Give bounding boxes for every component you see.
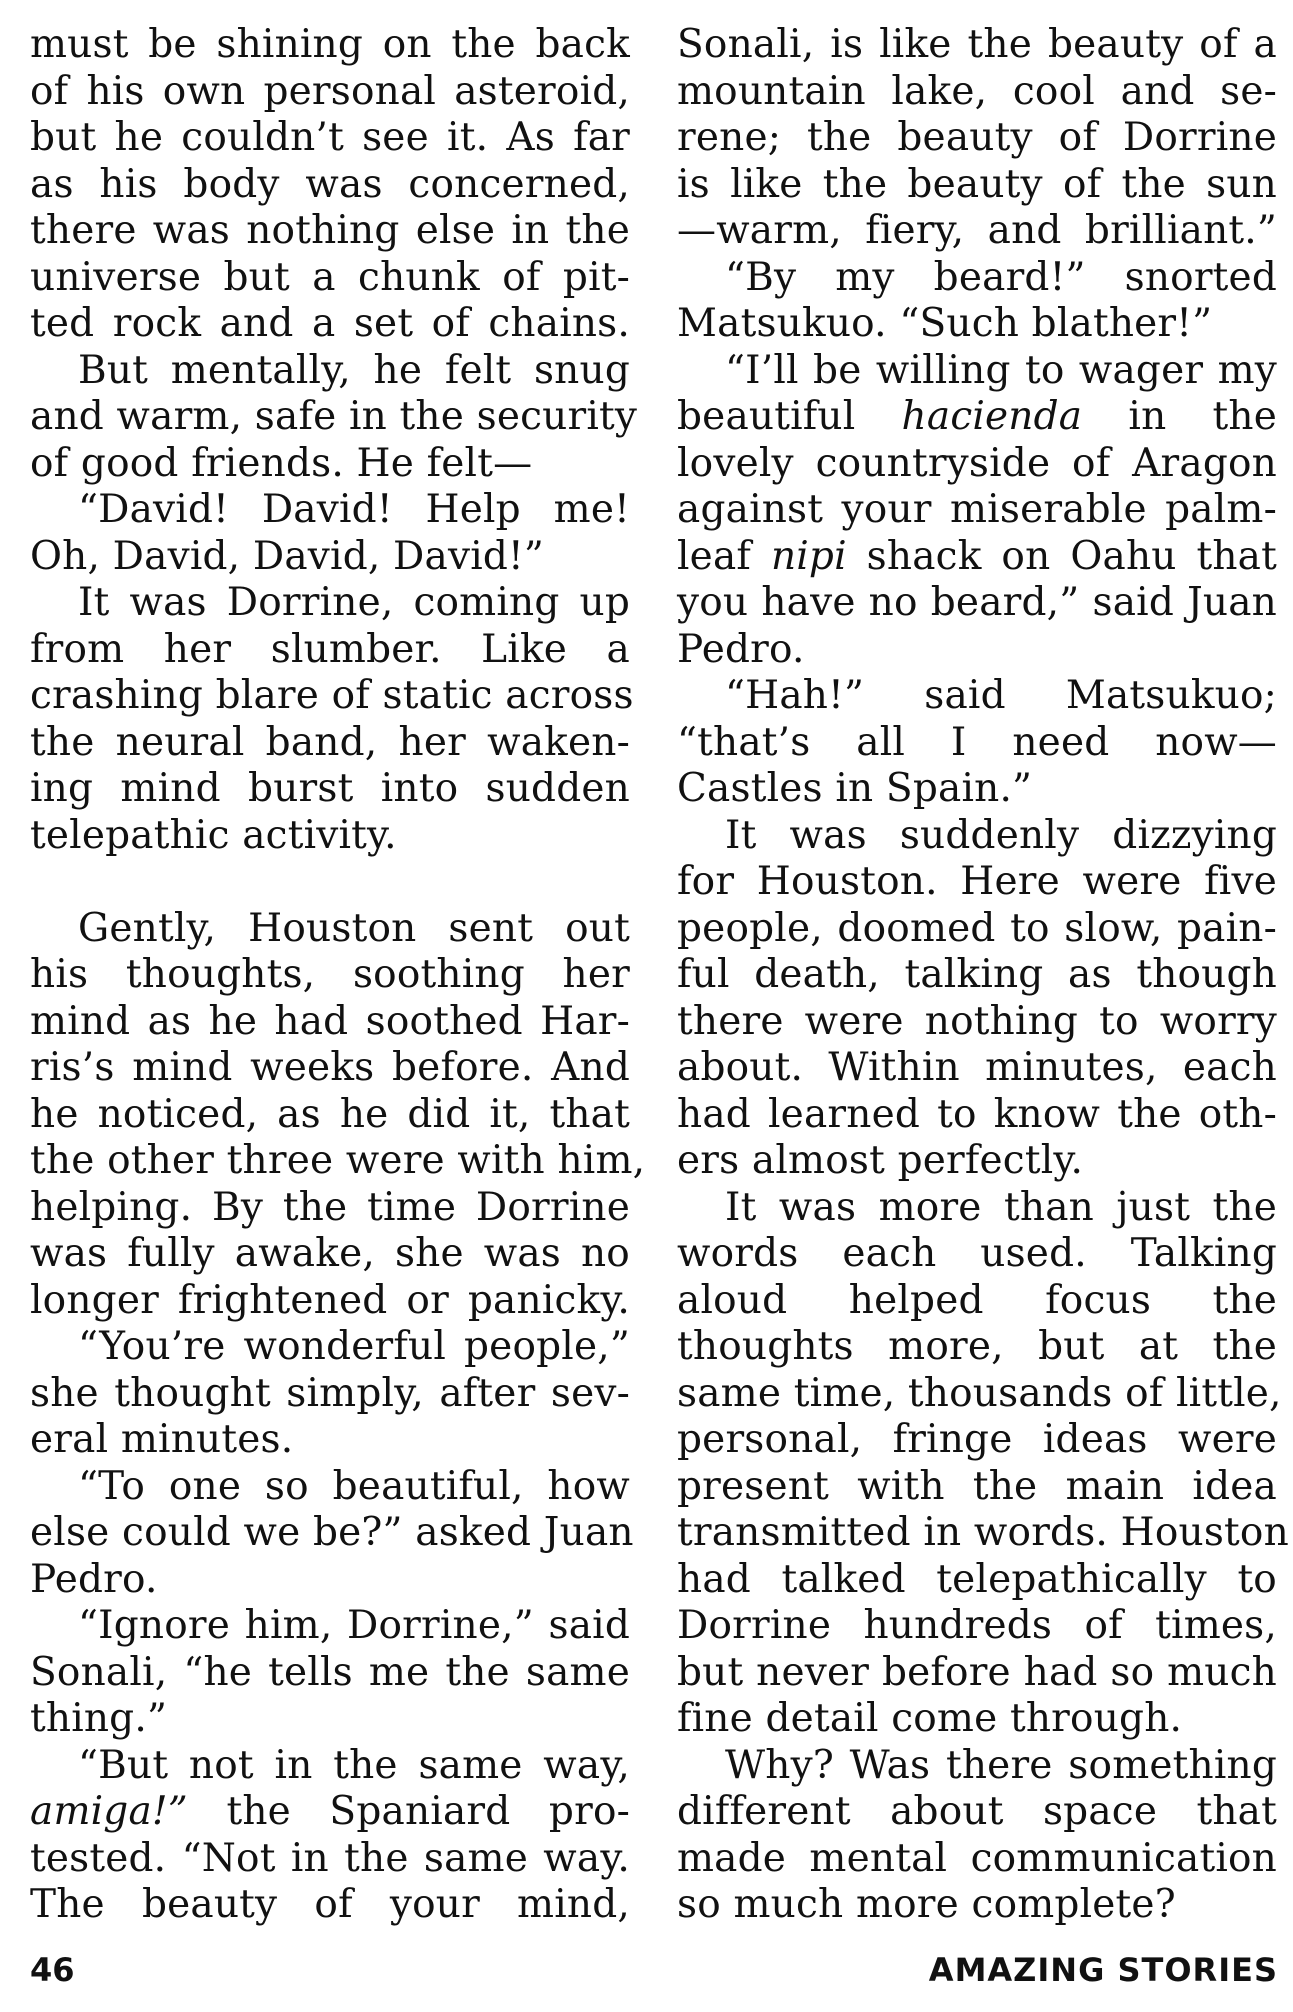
text-line: present with the main idea [677,1463,1277,1509]
text-line: lovely countryside of Aragon [677,440,1277,486]
text-line: Matsukuo. “Such blather!” [677,301,1213,346]
text-line: The beauty of your mind, [30,1882,630,1927]
text-line: “Hah!” said Matsukuo; [725,673,1277,718]
text-line: but never before had so much [677,1649,1277,1695]
text-line: from her slumber. Like a [30,626,630,672]
text-line: his thoughts, soothing her [30,952,630,997]
text-line: ing mind burst into sudden [30,766,630,811]
text-line: “that’s all I need now— [677,719,1277,765]
text-line: for Houston. Here were five [677,859,1277,904]
text-line: But mentally, he felt snug [78,347,630,393]
text-line: against your miserable palm- [677,487,1277,532]
italic-word: nipi [770,533,847,579]
text-line: else could we be?” asked Juan [30,1510,634,1555]
text-line: “But not in the same way, [78,1742,630,1788]
text-line: was fully awake, she was no [30,1231,630,1276]
text-line: mountain lake, cool and se- [677,68,1277,114]
text-line: transmitted in words. Houston [677,1510,1289,1555]
text-line: made mental communication [677,1835,1277,1881]
text-line: different about space that [677,1789,1277,1834]
text-line: there was nothing else in the [30,208,630,253]
text-line: Sonali, is like the beauty of a [677,22,1277,67]
text-line: had talked telepathically to [677,1556,1277,1602]
text-line: Pedro. [30,1556,158,1602]
text-line: —warm, fiery, and brilliant.” [677,208,1277,253]
text-line: tested. “Not in the same way. [30,1835,630,1881]
text-line: It was Dorrine, coming up [78,580,630,625]
text-line: It was more than just the [725,1184,1277,1230]
text-line: personal, fringe ideas were [677,1417,1277,1462]
page-number: 46 [30,1951,75,1989]
text-line: ris’s mind weeks before. And [30,1045,630,1090]
text-line: leaf nipi shack on Oahu that [677,533,1277,579]
text-line: the other three were with him, [30,1138,646,1183]
text-line: rene; the beauty of Dorrine [677,115,1277,160]
text-line: amiga!” the Spaniard pro- [30,1789,630,1834]
text-line: as his body was concerned, [30,161,630,207]
text-line: “I’ll be willing to wager my [725,347,1277,393]
text-line [30,859,630,906]
text-line: Gently, Houston sent out [78,905,630,951]
text-line: people, doomed to slow, pain- [677,905,1277,951]
text-line: Sonali, “he tells me the same [30,1649,630,1695]
italic-word: amiga!” [30,1789,188,1834]
text-line: crashing blare of static across [30,673,634,718]
text-line: “Ignore him, Dorrine,” said [78,1603,630,1648]
text-line: but he couldn’t see it. As far [30,115,630,160]
text-line: of good friends. He felt— [30,440,533,486]
text-line: she thought simply, after sev- [30,1370,630,1416]
text-line: Castles in Spain.” [677,766,1033,811]
text-line: words each used. Talking [677,1231,1277,1276]
text-line: thoughts more, but at the [677,1324,1277,1369]
text-line: mind as he had soothed Har- [30,998,630,1044]
magazine-title: AMAZING STORIES [928,1951,1278,1989]
text-line: must be shining on the back [30,22,630,67]
text-line: ful death, talking as though [677,952,1277,997]
left-text-column [30,22,646,1929]
text-line: of his own personal asteroid, [30,68,630,114]
text-line: thing.” [30,1696,168,1741]
text-line: “To one so beautiful, how [78,1463,630,1509]
text-line: Oh, David, David, David!” [30,533,545,579]
text-line: aloud helped focus the [677,1277,1277,1323]
text-line: same time, thousands of little, [677,1370,1282,1416]
text-line: ted rock and a set of chains. [30,301,630,346]
text-line: and warm, safe in the security [30,394,638,439]
text-line: Dorrine hundreds of times, [677,1603,1277,1648]
text-line: there were nothing to worry [677,998,1277,1044]
text-line: about. Within minutes, each [677,1045,1277,1090]
right-text-column [677,22,1289,1929]
text-line: had learned to know the oth- [677,1091,1277,1137]
text-line: Why? Was there something [725,1742,1277,1788]
text-line: “You’re wonderful people,” [78,1324,630,1369]
text-line: eral minutes. [30,1417,294,1462]
text-line: longer frightened or panicky. [30,1277,630,1323]
text-line: Pedro. [677,626,805,672]
text-line: is like the beauty of the sun [677,161,1277,207]
text-line: “By my beard!” snorted [725,254,1277,300]
text-line: beautiful hacienda in the [677,394,1278,439]
page-footer [30,1950,1278,1990]
text-line: the neural band, her waken- [30,719,630,765]
text-line: ers almost perfectly. [677,1138,1084,1183]
text-line: helping. By the time Dorrine [30,1184,630,1230]
text-line: you have no beard,” said Juan [677,580,1277,625]
text-line: It was suddenly dizzying [725,812,1277,858]
text-line: universe but a chunk of pit- [30,254,630,300]
text-line: so much more complete? [677,1882,1176,1927]
text-line: “David! David! Help me! [78,487,630,532]
italic-word: hacienda [901,394,1083,439]
text-line: fine detail come through. [677,1696,1183,1741]
text-line: he noticed, as he did it, that [30,1091,630,1137]
text-line: telepathic activity. [30,812,397,858]
